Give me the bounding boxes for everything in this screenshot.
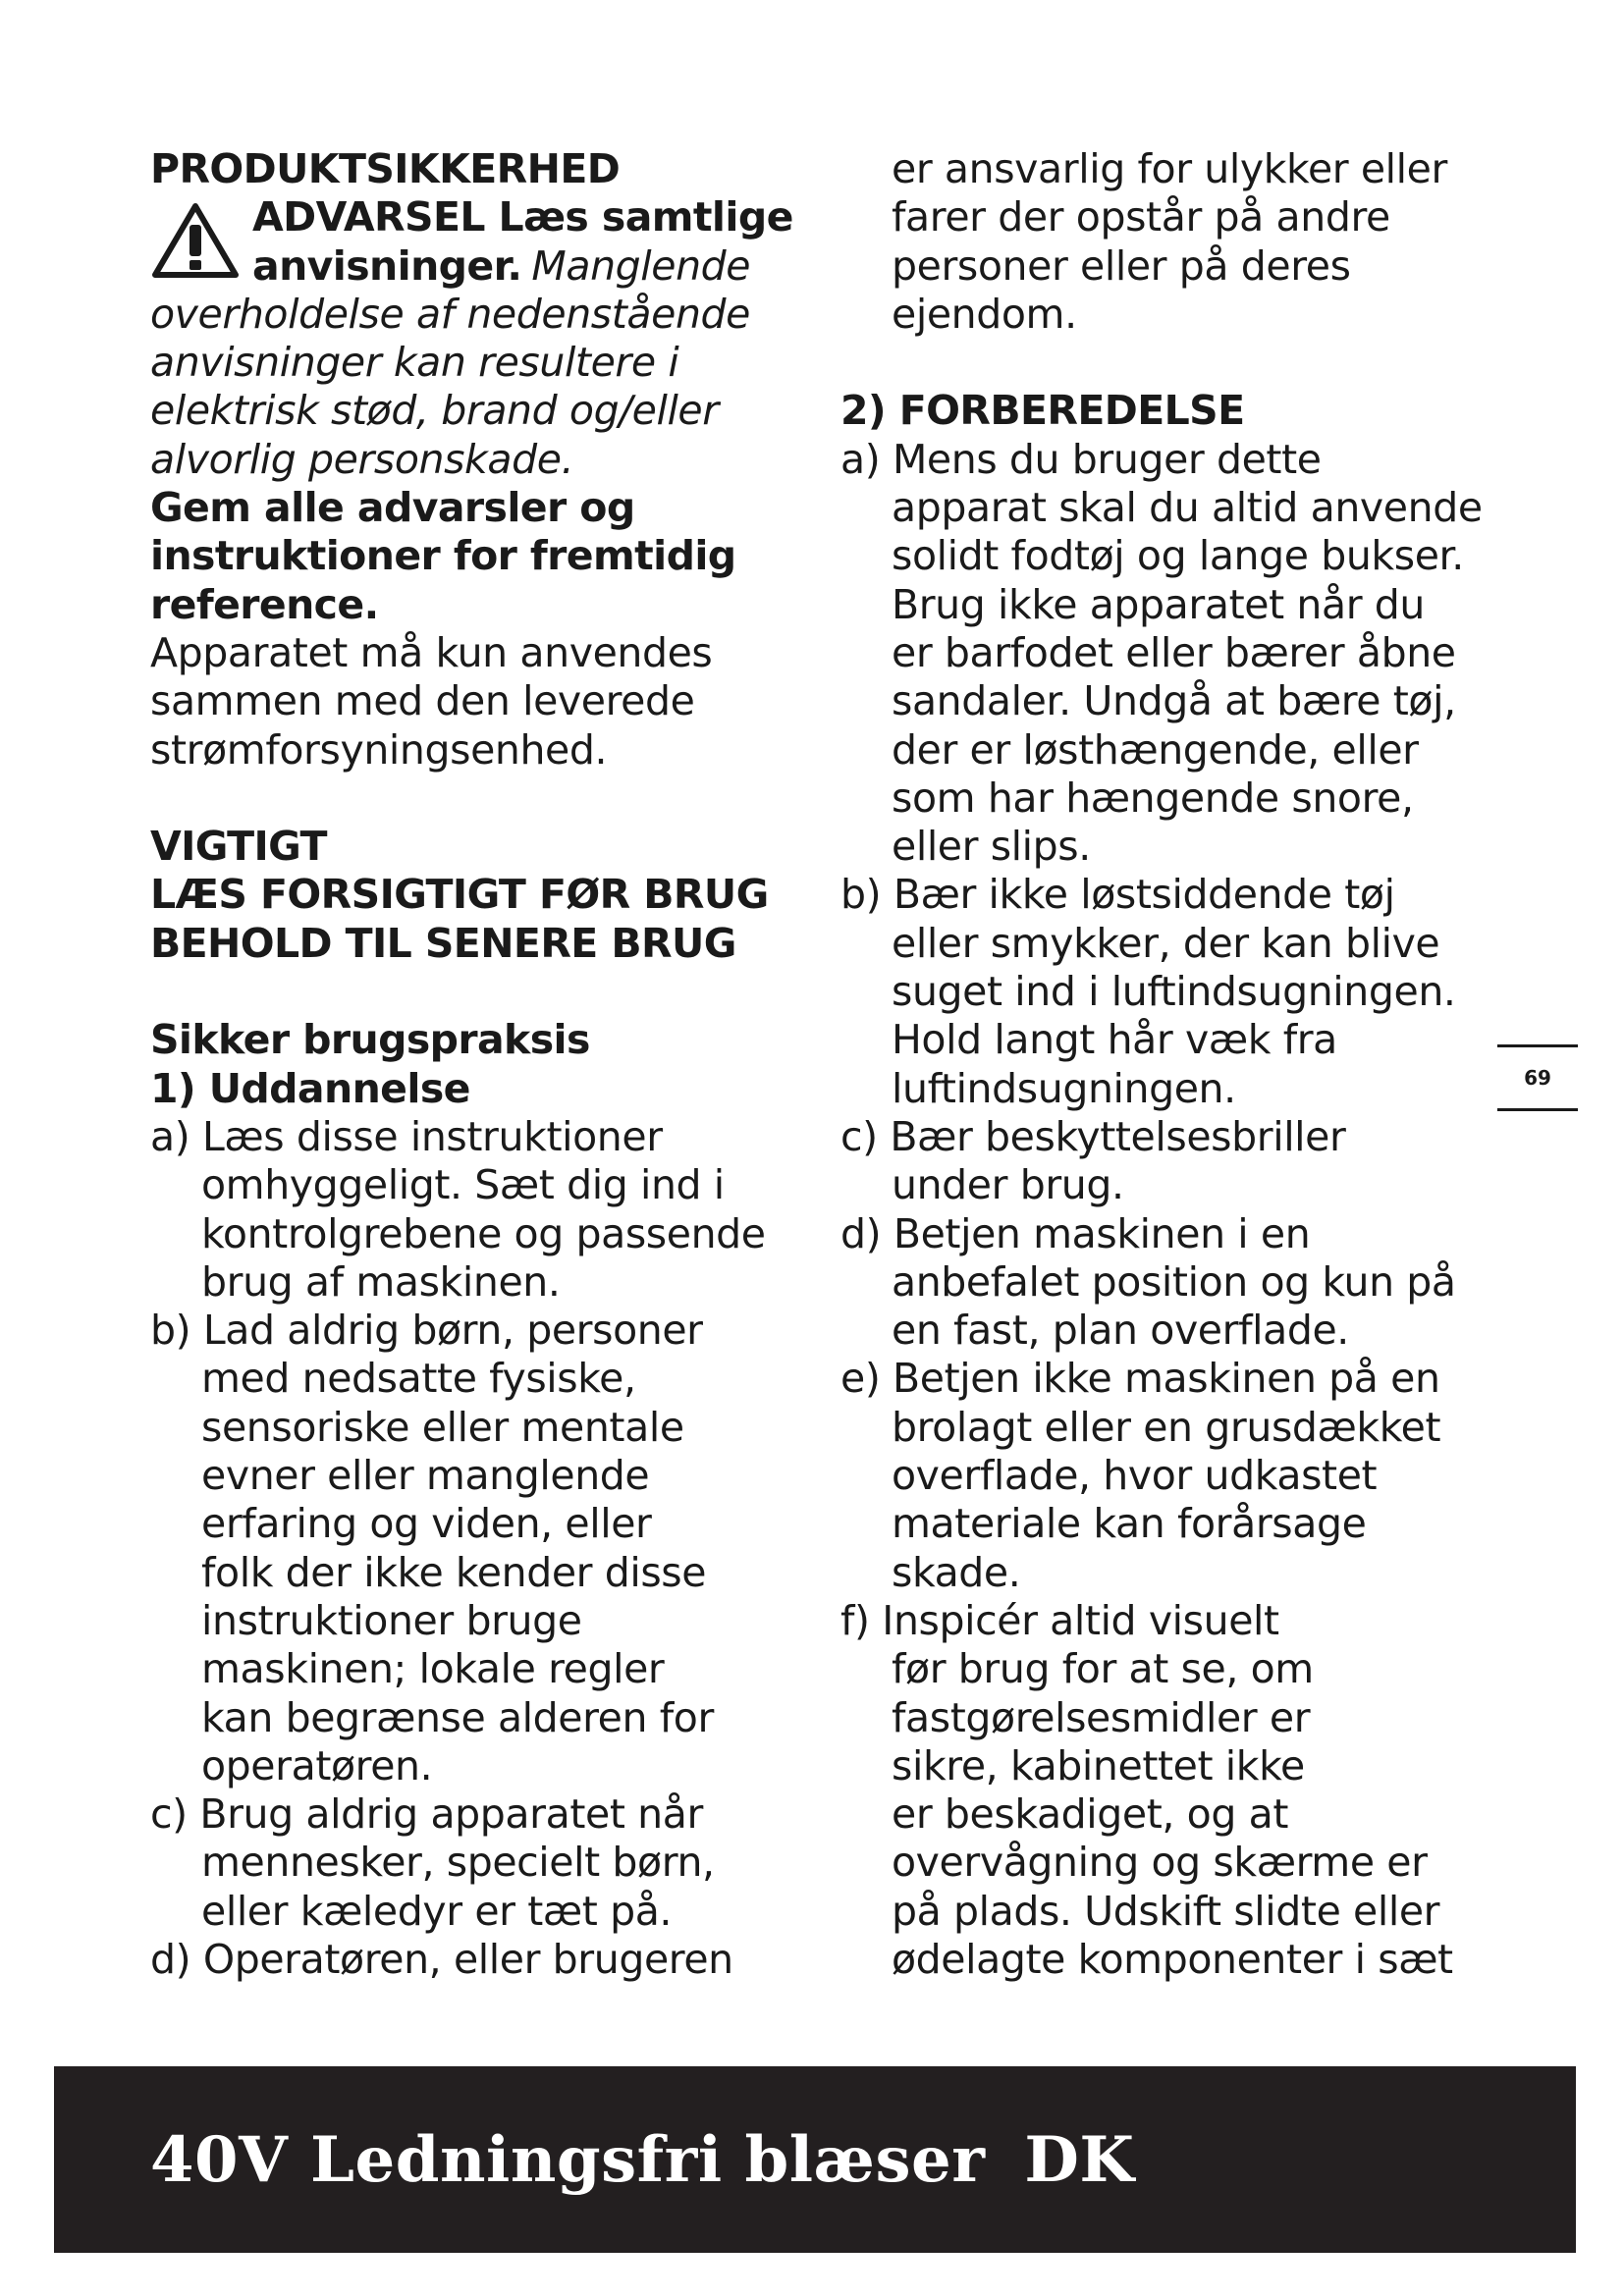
list-item-continuation: overflade, hvor udkastet: [892, 1452, 1378, 1500]
list-item-continuation: maskinen; lokale regler: [201, 1645, 665, 1693]
list-item-continuation: er barfodet eller bærer åbne: [892, 628, 1456, 676]
save-instructions-text: reference.: [150, 580, 379, 628]
product-safety-heading: PRODUKTSIKKERHED: [150, 145, 621, 192]
list-item-continuation: skade.: [892, 1548, 1021, 1596]
list-item: f) Inspicér altid visuelt: [840, 1596, 1279, 1644]
warning-text: elektrisk stød, brand og/eller: [150, 387, 719, 435]
list-item: e) Betjen ikke maskinen på en: [840, 1355, 1440, 1403]
list-item-continuation: med nedsatte fysiske,: [201, 1355, 636, 1403]
list-item-continuation: instruktioner bruge: [201, 1596, 582, 1644]
list-item: b) Bær ikke løstsiddende tøj: [840, 871, 1395, 919]
list-item-continuation: operatøren.: [201, 1741, 433, 1789]
important-heading: VIGTIGT: [150, 823, 327, 871]
power-supply-text: Apparatet må kun anvendes: [150, 628, 713, 676]
power-supply-text: strømforsyningsenhed.: [150, 725, 608, 774]
section-1-heading: 1) Uddannelse: [150, 1064, 470, 1112]
list-item-continuation: kontrolgrebene og passende: [201, 1209, 766, 1257]
list-item: a) Læs disse instruktioner: [150, 1112, 663, 1160]
list-item-continuation: solidt fodtøj og lange bukser.: [892, 532, 1464, 580]
power-supply-text: sammen med den leverede: [150, 677, 695, 725]
warning-block: [150, 193, 808, 291]
important-heading: BEHOLD TIL SENERE BRUG: [150, 919, 736, 967]
warning-title-line-2: anvisninger.: [252, 241, 522, 290]
footer-bar: [54, 2066, 1576, 2253]
list-item-continuation: mennesker, specielt børn,: [201, 1839, 715, 1887]
list-item-continuation: Hold langt hår væk fra: [892, 1016, 1337, 1064]
list-item-continuation: er beskadiget, og at: [892, 1790, 1289, 1839]
list-item-continuation: eller smykker, der kan blive: [892, 919, 1440, 967]
list-item-continuation: ødelagte komponenter i sæt: [892, 1935, 1453, 1983]
list-item-continuation: ejendom.: [892, 290, 1077, 338]
list-item-continuation: eller kæledyr er tæt på.: [201, 1887, 673, 1935]
safe-practice-heading: Sikker brugspraksis: [150, 1016, 590, 1064]
product-name: 40V Ledningsfri blæser: [150, 2123, 986, 2197]
list-item: a) Mens du bruger dette: [840, 435, 1322, 483]
warning-text: anvisninger kan resultere i: [150, 339, 679, 387]
list-item: c) Bær beskyttelsesbriller: [840, 1112, 1346, 1160]
list-item-continuation: sensoriske eller mentale: [201, 1403, 684, 1451]
list-item-continuation: på plads. Udskift slidte eller: [892, 1887, 1440, 1935]
left-column: [150, 145, 808, 1984]
list-item-continuation: er ansvarlig for ulykker eller: [892, 145, 1447, 192]
list-item: c) Brug aldrig apparatet når: [150, 1790, 703, 1839]
list-item-continuation: sikre, kabinettet ikke: [892, 1741, 1305, 1789]
save-instructions-text: instruktioner for fremtidig: [150, 532, 736, 580]
language-code: DK: [1024, 2123, 1135, 2197]
warning-text: overholdelse af nedenstående: [150, 290, 751, 338]
list-item-continuation: farer der opstår på andre: [892, 193, 1390, 241]
list-item-continuation: materiale kan forårsage: [892, 1500, 1367, 1548]
list-item: d) Betjen maskinen i en: [840, 1209, 1311, 1257]
list-item: d) Operatøren, eller brugeren: [150, 1935, 733, 1983]
list-item-continuation: evner eller manglende: [201, 1452, 650, 1500]
list-item-continuation: en fast, plan overflade.: [892, 1307, 1349, 1355]
important-heading: LÆS FORSIGTIGT FØR BRUG: [150, 871, 769, 919]
list-item-continuation: brug af maskinen.: [201, 1257, 561, 1306]
list-item-continuation: personer eller på deres: [892, 241, 1351, 290]
page-number: 69: [1497, 1044, 1578, 1111]
list-item-continuation: fastgørelsesmidler er: [892, 1693, 1311, 1741]
list-item-continuation: kan begrænse alderen for: [201, 1693, 714, 1741]
footer-title: [150, 2123, 1135, 2197]
list-item-continuation: omhyggeligt. Sæt dig ind i: [201, 1161, 725, 1209]
list-item: b) Lad aldrig børn, personer: [150, 1307, 703, 1355]
list-item-continuation: der er løsthængende, eller: [892, 725, 1419, 774]
list-item-continuation: apparat skal du altid anvende: [892, 484, 1483, 532]
right-column: [840, 145, 1508, 1984]
list-item-continuation: overvågning og skærme er: [892, 1839, 1428, 1887]
list-item-continuation: eller slips.: [892, 823, 1091, 871]
warning-text: Manglende: [531, 241, 751, 290]
list-item-continuation: suget ind i luftindsugningen.: [892, 968, 1456, 1016]
section-2-heading: 2) FORBEREDELSE: [840, 387, 1245, 435]
list-item-continuation: folk der ikke kender disse: [201, 1548, 707, 1596]
list-item-continuation: som har hængende snore,: [892, 774, 1414, 822]
list-item-continuation: anbefalet position og kun på: [892, 1257, 1456, 1306]
warning-title-line-1: ADVARSEL Læs samtlige: [252, 193, 793, 241]
warning-text: alvorlig personskade.: [150, 435, 574, 483]
list-item-continuation: før brug for at se, om: [892, 1645, 1314, 1693]
list-item-continuation: Brug ikke apparatet når du: [892, 580, 1426, 628]
list-item-continuation: erfaring og viden, eller: [201, 1500, 652, 1548]
save-instructions-text: Gem alle advarsler og: [150, 484, 635, 532]
warning-triangle-icon: [150, 201, 241, 280]
list-item-continuation: luftindsugningen.: [892, 1064, 1236, 1112]
list-item-continuation: brolagt eller en grusdækket: [892, 1403, 1441, 1451]
list-item-continuation: under brug.: [892, 1161, 1124, 1209]
list-item-continuation: sandaler. Undgå at bære tøj,: [892, 677, 1456, 725]
